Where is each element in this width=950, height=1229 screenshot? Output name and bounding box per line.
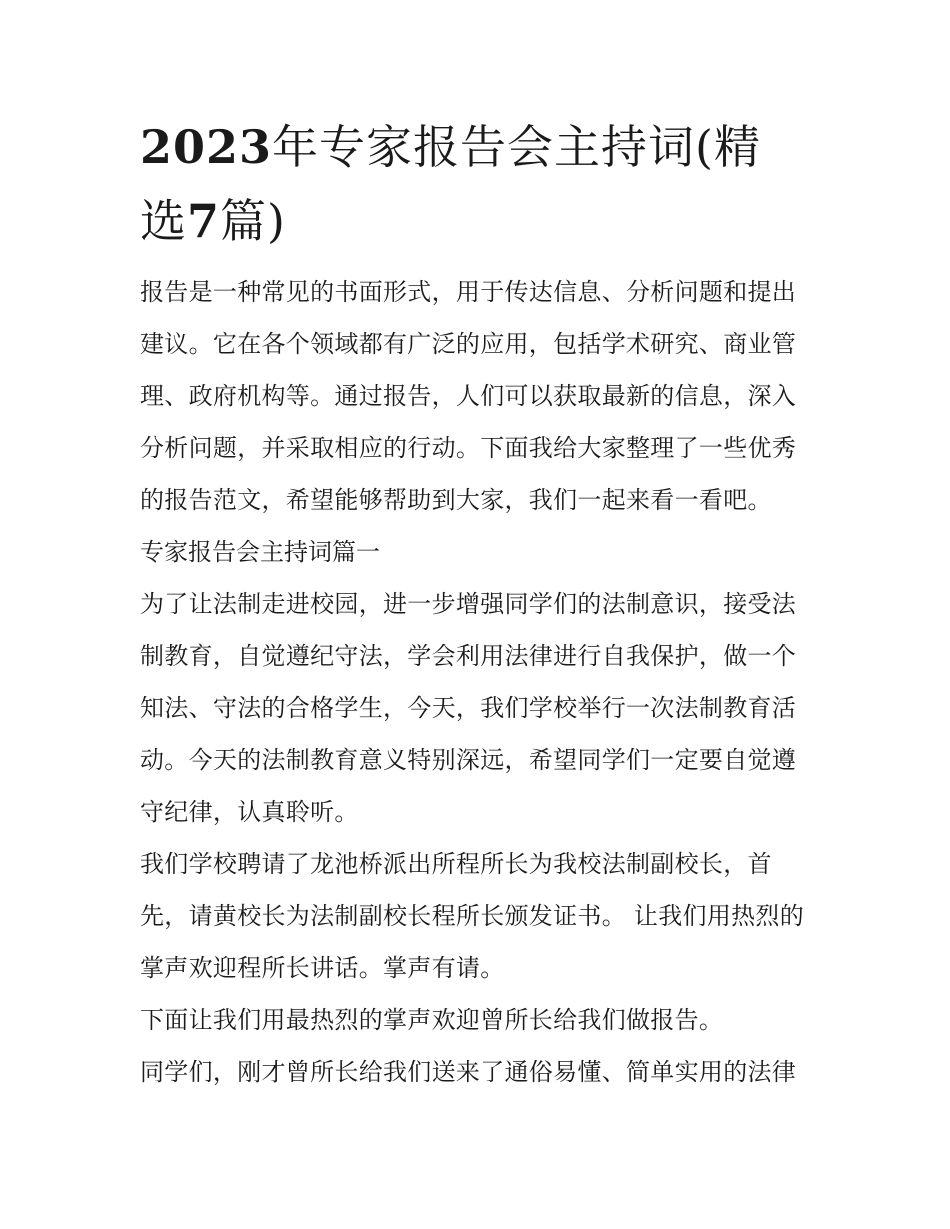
intro-paragraph: 报告是一种常见的书面形式，用于传达信息、分析问题和提出建议。它在各个领域都有广泛的应用，包括学术研究、商业管理、政府机构等。通过报告，人们可以获取最新的信息，深入分析问题，并采取相应的行动。下面我给大家整理了一些优秀的报告范文，希望能够帮助到大家，我们一起来看一看吧。 [140,278,797,514]
title-main: 年专家报告会主持词(精选 [140,120,761,248]
body-paragraph: 同学们，刚才曾所长给我们送来了通俗易懂、简单实用的法律 [140,1058,797,1086]
title-count: 7 [187,194,221,248]
section-heading: 专家报告会主持词篇一 [140,538,380,566]
body-paragraph: 为了让法制走进校园，进一步增强同学们的法制意识，接受法制教育，自觉遵纪守法，学会利用法律进行自我保护，做一个知法、守法的合格学生，今天，我们学校举行一次法制教育活动。今天的法制教育意义特别深远，希望同学们一定要自觉遵守纪律，认真聆听。 [140,590,797,826]
document-page [140,110,820,1098]
document-title [140,110,800,258]
title-end: 篇) [220,194,286,248]
body-paragraph: 下面让我们用最热烈的掌声欢迎曾所长给我们做报告。 [140,1006,724,1034]
body-paragraph: 我们学校聘请了龙池桥派出所程所长为我校法制副校长，首先，请黄校长为法制副校长程所长颁发证书。 让我们用热烈的掌声欢迎程所长讲话。掌声有请。 [140,850,805,982]
title-year: 2023 [140,120,273,174]
